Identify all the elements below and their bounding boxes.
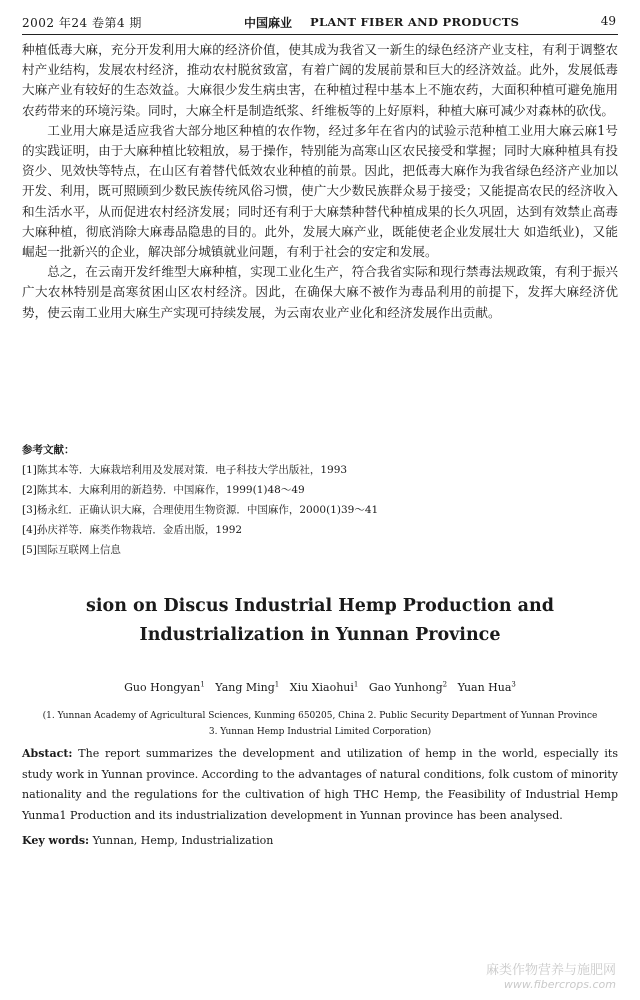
paragraph-3: 总之，在云南开发纤维型大麻种植，实现工业化生产，符合我省实际和现行禁毒法规政策，有利于振兴广大农林特别是高寒贫困山区农村经济。因此，在确保大麻不被作为毒品利用的前提下，发挥大麻经济优势，使云南工业用大麻生产实现可持续发展，为云南农业产业化和经济发展作出贡献。 [22, 264, 618, 320]
paragraph-2: 工业用大麻是适应我省大部分地区种植的农作物，经过多年在省内的试验示范种植工业用大麻云麻1号的实践证明，由于大麻种植比较粗放，易于操作，特别能为高寒山区农民接受和掌握；同时大麻种植具有投资少、见效快等特点，在山区有着替代低效农业种植的前景。因此，把低毒大麻作为我省绿色经济产业加以开发、利用，既可照顾到少数民族传统风俗习惯，使广大少数民族群众易于接受；又能提高农民的经济收入和生活水平，从而促进农村经济发展；同时还有利于大麻禁种替代种植成果的长久巩固，达到有效禁止高毒大麻种植，彻底消除大麻毒品隐患的目的。此外，发展大麻产业，既能使老企业发展壮大 如造纸业)，又能崛起一批新兴的企业，解决部分城镇就业问题，有利于社会的安定和发展。 [22, 122, 618, 260]
english-title-line-2: Industrialization in Yunnan Province [139, 625, 501, 645]
affiliation-line-1: (1. Yunnan Academy of Agricultural Sciences, Kunming 650205, China 2. Public Security Department of Yunnan Province [42, 711, 598, 721]
journal-name-cn: 中国麻业 [244, 16, 293, 30]
author: Yang Ming$^1$ [215, 680, 280, 694]
reference-item: [4]孙庆祥等．麻类作物栽培．金盾出版，1992 [22, 524, 243, 536]
english-title-line-1: sion on Discus Industrial Hemp Production and [86, 596, 554, 616]
page-number: 49 [600, 14, 616, 28]
keywords-text: Yunnan, Hemp, Industrialization [89, 834, 274, 847]
reference-item: [3]杨永红．正确认识大麻，合理使用生物资源．中国麻作，2000(1)39～41 [22, 504, 379, 516]
running-header [22, 10, 618, 35]
author: Gao Yunhong$^2$ [368, 680, 448, 694]
affiliation-line-2: 3. Yunnan Hemp Industrial Limited Corporation) [208, 727, 432, 737]
references [22, 440, 618, 560]
author: Xiu Xiaohui$^1$ [289, 680, 359, 694]
author-list [0, 680, 640, 694]
reference-item: [1]陈其本等．大麻栽培利用及发展对策．电子科技大学出版社，1993 [22, 464, 348, 476]
site-watermark [486, 964, 616, 992]
paragraph-1: 种植低毒大麻，充分开发利用大麻的经济价值，使其成为我省又一新生的绿色经济产业支柱，有利于调整农村产业结构，发展农村经济，推动农村脱贫致富，有着广阔的发展前景和巨大的经济效益。此外，发展低毒大麻产业有较好的生态效益。大麻很少发生病虫害，在种植过程中基本上不施农药，大面积种植可避免施用农药带来的环境污染。同时，大麻全杆是制造纸浆、纤维板等的上好原料，种植大麻可减少对森林的砍伐。 [22, 42, 618, 118]
author: Guo Hongyan$^1$ [124, 680, 205, 694]
keywords-label: Key words: [22, 834, 90, 847]
body-text [22, 40, 618, 323]
issue-info: 2002 年24 卷第4 期 [22, 16, 142, 30]
reference-item: [5]国际互联网上信息 [22, 544, 121, 556]
author: Yuan Hua$^3$ [457, 680, 516, 694]
watermark-url: www.fibercrops.com [503, 978, 616, 991]
references-title: 参考文献： [22, 444, 75, 456]
english-title [0, 592, 640, 650]
affiliations [22, 708, 618, 740]
keywords [22, 834, 618, 847]
journal-name-en: PLANT FIBER AND PRODUCTS [310, 15, 520, 29]
abstract-text: The report summarizes the development and utilization of hemp in the world, especially its study work in Yunnan province. According to the advantages of natural conditions, folk custom of minority nationality and the regulations for the cultivation of high THC Hemp, the Feasibility of Industrial Hemp Yunma1 Production and its industrialization development in Yunnan province has been analysed. [22, 747, 618, 822]
watermark-site-name: 麻类作物营养与施肥网 [485, 963, 616, 978]
english-abstract [22, 744, 618, 826]
abstract-label: Abstact: [22, 747, 73, 760]
reference-item: [2]陈其本．大麻利用的新趋势．中国麻作，1999(1)48～49 [22, 484, 305, 496]
